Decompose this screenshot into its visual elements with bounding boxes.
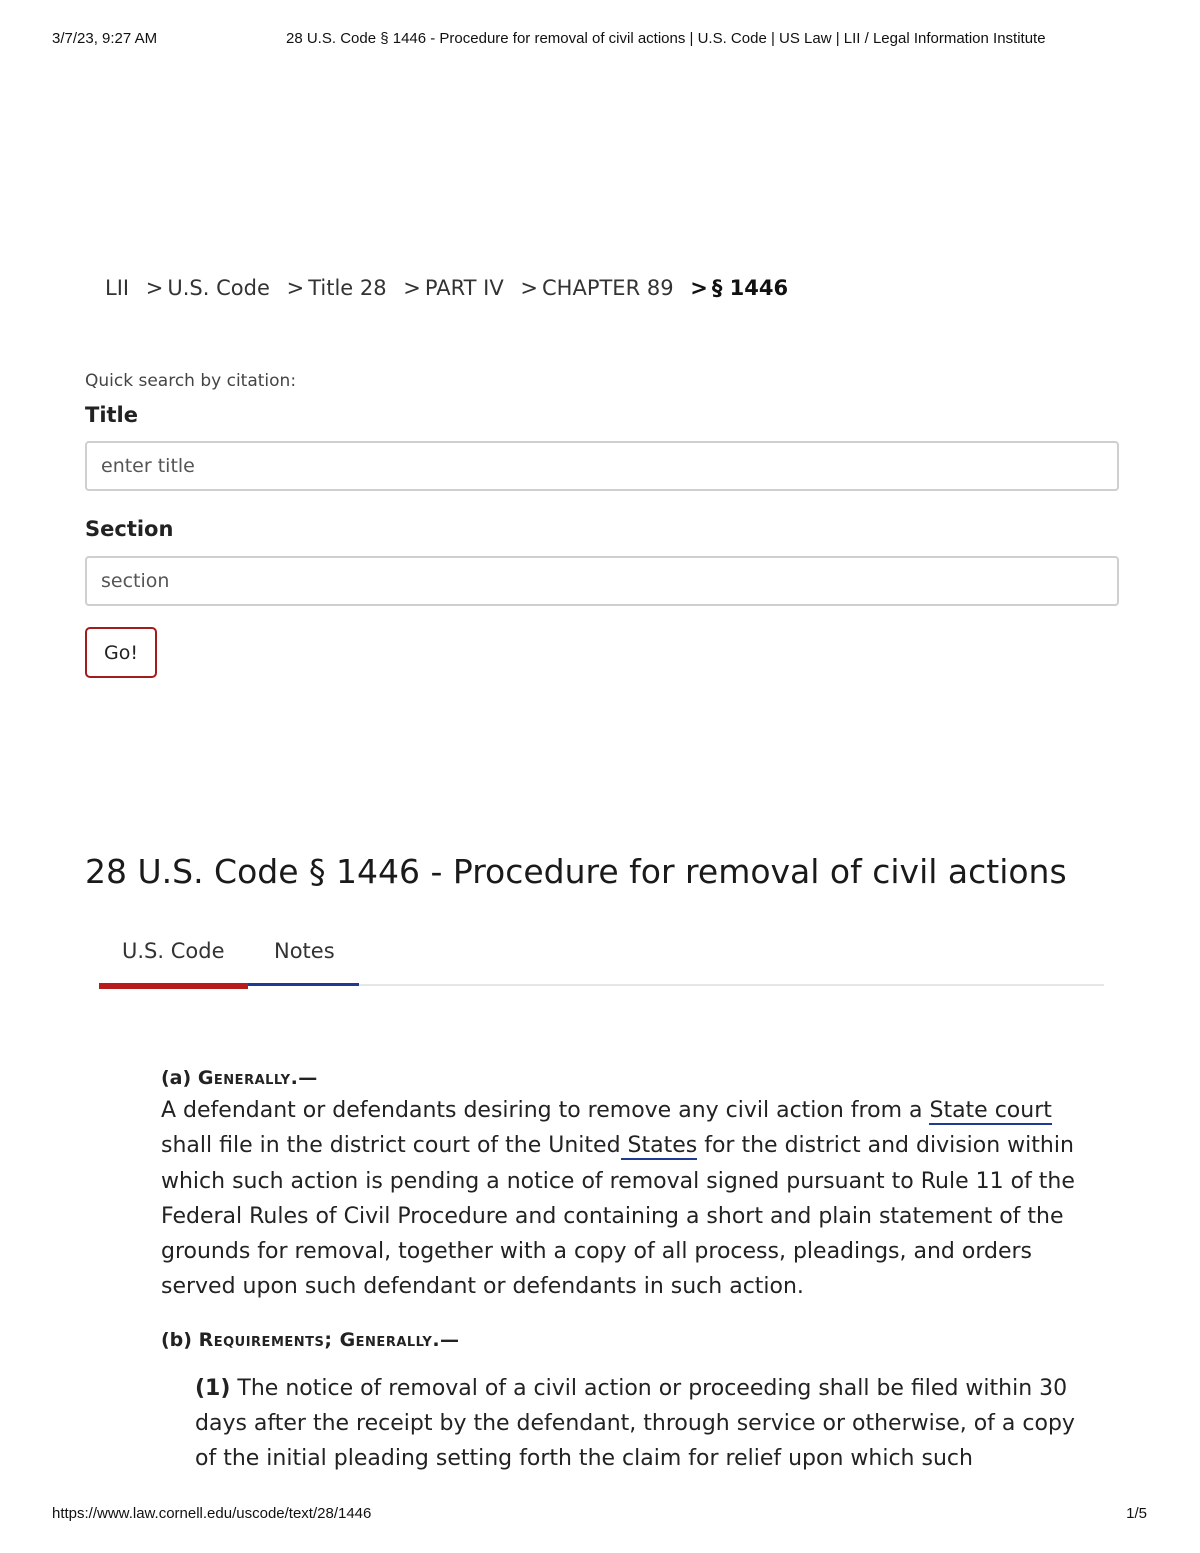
print-page-number: 1/5 <box>1126 1505 1147 1522</box>
subsection-marker: (b) <box>161 1328 192 1351</box>
text-run: for the district and division within which such action is pending a notice of removal signed pursuant to Rule 11 of the Federal Rules of Civil Procedure and containing a short and plain statement of the grounds for removal, together with a copy of all process, pleadings, and orders served upon such defendant or defendants in such action. <box>161 1133 1075 1300</box>
subsection-a-heading <box>161 1067 1081 1089</box>
subsection-title: Generally.— <box>197 1067 318 1089</box>
breadcrumb-label: Title 28 <box>308 276 387 300</box>
breadcrumb-item-title-28[interactable] <box>287 276 387 300</box>
breadcrumb-item-us-code[interactable] <box>146 276 270 300</box>
breadcrumb-item-part-iv[interactable] <box>403 276 503 300</box>
tab-us-code[interactable] <box>99 935 248 991</box>
tab-indicator <box>248 983 359 986</box>
title-field-label: Title <box>85 403 139 427</box>
breadcrumb-current <box>690 276 788 300</box>
statute-text <box>161 1067 1081 1477</box>
breadcrumb-label: CHAPTER 89 <box>542 276 674 300</box>
section-field-label: Section <box>85 517 174 541</box>
breadcrumb <box>105 276 798 300</box>
tab-label: U.S. Code <box>122 939 225 963</box>
text-run: shall file in the district court of the United <box>161 1133 621 1159</box>
page-title: 28 U.S. Code § 1446 - Procedure for removal of civil actions <box>85 852 1067 891</box>
breadcrumb-item-lii[interactable] <box>105 276 129 300</box>
tab-label: Notes <box>274 939 335 963</box>
quick-search-label: Quick search by citation: <box>85 371 297 391</box>
definition-link-states[interactable]: States <box>620 1133 698 1159</box>
print-footer <box>0 1505 1200 1525</box>
go-button[interactable]: Go! <box>85 627 157 678</box>
breadcrumb-label: § 1446 <box>711 276 789 300</box>
breadcrumb-separator: > <box>520 276 538 300</box>
definition-link-state-court[interactable]: State court <box>929 1098 1052 1123</box>
active-tab-indicator <box>99 983 248 989</box>
breadcrumb-item-chapter-89[interactable] <box>520 276 673 300</box>
subsection-b-heading <box>161 1329 1081 1351</box>
print-document-title: 28 U.S. Code § 1446 - Procedure for removal of civil actions | U.S. Code | US Law | LII / Legal Information Institute <box>286 30 1046 47</box>
print-datetime: 3/7/23, 9:27 AM <box>52 30 158 47</box>
breadcrumb-separator: > <box>145 276 164 300</box>
subsection-a-text <box>161 1093 1081 1305</box>
breadcrumb-label: U.S. Code <box>167 276 270 300</box>
title-input[interactable] <box>85 441 1119 491</box>
section-input[interactable] <box>85 556 1119 606</box>
breadcrumb-separator: > <box>403 276 421 300</box>
tab-notes[interactable] <box>248 935 359 991</box>
paragraph-marker: (1) <box>195 1375 231 1401</box>
text-run: A defendant or defendants desiring to remove any civil action from a <box>161 1098 930 1123</box>
breadcrumb-separator: > <box>690 276 708 300</box>
subsection-marker: (a) <box>161 1067 192 1089</box>
subsection-title: Requirements; Generally.— <box>198 1328 460 1351</box>
text-run: The notice of removal of a civil action or proceeding shall be filed within 30 days after the receipt by the defendant, through service or otherwise, of a copy of the initial pleading setting forth the claim for relief upon which such <box>195 1375 1075 1472</box>
paragraph-b-1 <box>195 1371 1081 1477</box>
content-tabs <box>99 935 1104 991</box>
print-url: https://www.law.cornell.edu/uscode/text/28/1446 <box>52 1505 372 1522</box>
breadcrumb-separator: > <box>286 276 305 300</box>
breadcrumb-label: PART IV <box>424 276 504 300</box>
print-header <box>0 30 1200 50</box>
breadcrumb-label: LII <box>105 276 130 300</box>
